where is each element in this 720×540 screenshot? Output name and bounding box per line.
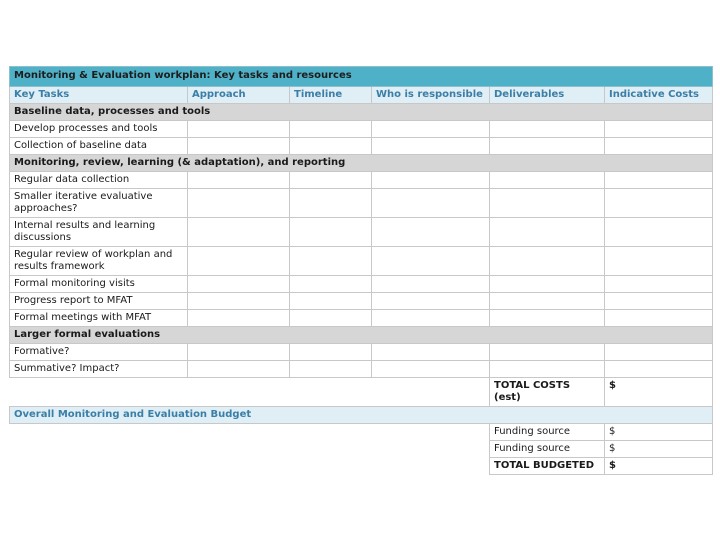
deliverables-cell[interactable] <box>490 276 605 293</box>
responsible-cell[interactable] <box>372 344 490 361</box>
header-key-tasks: Key Tasks <box>10 87 188 104</box>
deliverables-cell[interactable] <box>490 293 605 310</box>
timeline-cell[interactable] <box>290 218 372 247</box>
deliverables-cell[interactable] <box>490 121 605 138</box>
task-row <box>10 310 713 327</box>
cost-cell[interactable] <box>605 218 713 247</box>
section-row <box>10 104 713 121</box>
funding-row <box>10 424 713 441</box>
approach-cell[interactable] <box>188 138 290 155</box>
section-row <box>10 327 713 344</box>
approach-cell[interactable] <box>188 218 290 247</box>
timeline-cell[interactable] <box>290 172 372 189</box>
cost-cell[interactable] <box>605 189 713 218</box>
table-title: Monitoring & Evaluation workplan: Key tasks and resources <box>10 67 713 87</box>
deliverables-cell[interactable] <box>490 189 605 218</box>
timeline-cell[interactable] <box>290 189 372 218</box>
total-budgeted-row <box>10 458 713 475</box>
cost-cell[interactable] <box>605 293 713 310</box>
deliverables-cell[interactable] <box>490 172 605 189</box>
task-name: Progress report to MFAT <box>10 293 188 310</box>
total-costs-value[interactable]: $ <box>605 378 713 407</box>
deliverables-cell[interactable] <box>490 310 605 327</box>
timeline-cell[interactable] <box>290 138 372 155</box>
task-name: Formative? <box>10 344 188 361</box>
approach-cell[interactable] <box>188 361 290 378</box>
responsible-cell[interactable] <box>372 293 490 310</box>
workplan-sheet <box>9 66 712 475</box>
timeline-cell[interactable] <box>290 361 372 378</box>
responsible-cell[interactable] <box>372 218 490 247</box>
timeline-cell[interactable] <box>290 310 372 327</box>
responsible-cell[interactable] <box>372 247 490 276</box>
approach-cell[interactable] <box>188 293 290 310</box>
approach-cell[interactable] <box>188 276 290 293</box>
title-row <box>10 67 713 87</box>
cost-cell[interactable] <box>605 138 713 155</box>
task-row <box>10 293 713 310</box>
task-name: Collection of baseline data <box>10 138 188 155</box>
approach-cell[interactable] <box>188 121 290 138</box>
header-approach: Approach <box>188 87 290 104</box>
timeline-cell[interactable] <box>290 247 372 276</box>
task-name: Internal results and learning discussions <box>10 218 188 247</box>
deliverables-cell[interactable] <box>490 247 605 276</box>
approach-cell[interactable] <box>188 344 290 361</box>
deliverables-cell[interactable] <box>490 344 605 361</box>
task-name: Regular data collection <box>10 172 188 189</box>
responsible-cell[interactable] <box>372 121 490 138</box>
section-label: Larger formal evaluations <box>10 327 713 344</box>
responsible-cell[interactable] <box>372 138 490 155</box>
cost-cell[interactable] <box>605 172 713 189</box>
funding-label: Funding source <box>490 424 605 441</box>
cost-cell[interactable] <box>605 361 713 378</box>
cost-cell[interactable] <box>605 121 713 138</box>
total-budgeted-value[interactable]: $ <box>605 458 713 475</box>
task-row <box>10 172 713 189</box>
section-label: Monitoring, review, learning (& adaptation), and reporting <box>10 155 713 172</box>
funding-value[interactable]: $ <box>605 441 713 458</box>
spacer <box>10 424 490 441</box>
header-row <box>10 87 713 104</box>
cost-cell[interactable] <box>605 310 713 327</box>
deliverables-cell[interactable] <box>490 138 605 155</box>
cost-cell[interactable] <box>605 247 713 276</box>
cost-cell[interactable] <box>605 276 713 293</box>
task-name: Develop processes and tools <box>10 121 188 138</box>
task-row <box>10 344 713 361</box>
responsible-cell[interactable] <box>372 361 490 378</box>
funding-row <box>10 441 713 458</box>
spacer <box>10 441 490 458</box>
responsible-cell[interactable] <box>372 276 490 293</box>
header-deliverables: Deliverables <box>490 87 605 104</box>
responsible-cell[interactable] <box>372 172 490 189</box>
timeline-cell[interactable] <box>290 344 372 361</box>
task-row <box>10 276 713 293</box>
funding-value[interactable]: $ <box>605 424 713 441</box>
task-row <box>10 138 713 155</box>
timeline-cell[interactable] <box>290 276 372 293</box>
task-row <box>10 247 713 276</box>
approach-cell[interactable] <box>188 189 290 218</box>
task-row <box>10 189 713 218</box>
task-row <box>10 121 713 138</box>
total-budgeted-label: TOTAL BUDGETED <box>490 458 605 475</box>
approach-cell[interactable] <box>188 247 290 276</box>
header-who-responsible: Who is responsible <box>372 87 490 104</box>
approach-cell[interactable] <box>188 172 290 189</box>
timeline-cell[interactable] <box>290 293 372 310</box>
header-timeline: Timeline <box>290 87 372 104</box>
task-name: Formal monitoring visits <box>10 276 188 293</box>
section-label: Baseline data, processes and tools <box>10 104 713 121</box>
cost-cell[interactable] <box>605 344 713 361</box>
timeline-cell[interactable] <box>290 121 372 138</box>
spacer <box>10 458 490 475</box>
responsible-cell[interactable] <box>372 310 490 327</box>
funding-label: Funding source <box>490 441 605 458</box>
section-row <box>10 155 713 172</box>
task-row <box>10 218 713 247</box>
deliverables-cell[interactable] <box>490 361 605 378</box>
deliverables-cell[interactable] <box>490 218 605 247</box>
workplan-table <box>9 66 713 475</box>
overall-budget-row <box>10 407 713 424</box>
task-name: Regular review of workplan and results framework <box>10 247 188 276</box>
approach-cell[interactable] <box>188 310 290 327</box>
task-name: Formal meetings with MFAT <box>10 310 188 327</box>
total-costs-row <box>10 378 713 407</box>
task-name: Summative? Impact? <box>10 361 188 378</box>
total-costs-label: TOTAL COSTS (est) <box>490 378 605 407</box>
header-indicative-costs: Indicative Costs <box>605 87 713 104</box>
responsible-cell[interactable] <box>372 189 490 218</box>
task-name: Smaller iterative evaluative approaches? <box>10 189 188 218</box>
spacer <box>10 378 490 407</box>
overall-budget-label: Overall Monitoring and Evaluation Budget <box>10 407 713 424</box>
task-row <box>10 361 713 378</box>
